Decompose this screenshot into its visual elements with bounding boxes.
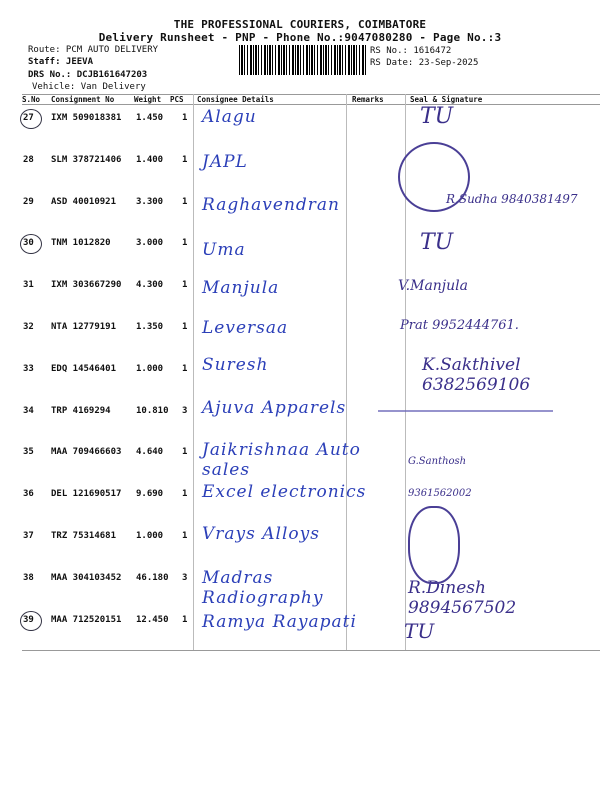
weight-cell: 10.810 (136, 406, 169, 416)
weight-cell: 12.450 (136, 615, 169, 625)
pcs-cell: 1 (182, 280, 188, 290)
col-header-consignment: Consignment No (51, 95, 115, 104)
consignee-handwriting: Alagu (202, 107, 257, 127)
consignment-number-cell: SLM 378721406 (51, 155, 122, 165)
col-header-consignee: Consignee Details (197, 95, 274, 104)
header-bottom-rule (22, 104, 600, 105)
serial-number-cell: 37 (23, 531, 34, 541)
weight-cell: 1.350 (136, 322, 164, 332)
recipient-signature: V.Manjula (398, 278, 468, 294)
drs-number: DRS No.: DCJB161647203 (28, 70, 148, 80)
consignee-handwriting: Vrays Alloys (202, 524, 320, 544)
pcs-cell: 1 (182, 238, 188, 248)
consignee-handwriting: Madras Radiography (202, 568, 324, 608)
seal-stamp (408, 506, 460, 584)
consignment-number-cell: DEL 121690517 (51, 489, 122, 499)
consignee-handwriting: JAPL (202, 152, 248, 172)
serial-number-cell: 29 (23, 197, 34, 207)
consignment-number-cell: ASD 40010921 (51, 197, 117, 207)
serial-number-cell: 31 (23, 280, 34, 290)
serial-number-cell: 35 (23, 447, 34, 457)
serial-number-cell: 38 (23, 573, 34, 583)
weight-cell: 4.640 (136, 447, 164, 457)
serial-circle-mark (20, 234, 42, 254)
pcs-cell: 1 (182, 364, 188, 374)
seal-stamp (378, 410, 553, 424)
consignment-number-cell: IXM 303667290 (51, 280, 122, 290)
recipient-signature: TU (404, 619, 435, 643)
pcs-cell: 1 (182, 489, 188, 499)
recipient-signature: R.Dinesh 9894567502 (408, 578, 517, 618)
recipient-signature: TU (420, 230, 454, 255)
consignment-number-cell: MAA 709466603 (51, 447, 122, 457)
serial-number-cell: 28 (23, 155, 34, 165)
pcs-cell: 1 (182, 531, 188, 541)
col-header-remarks: Remarks (352, 95, 384, 104)
recipient-signature: G.Santhosh (408, 456, 467, 467)
col-header-pcs: PCS (170, 95, 184, 104)
consignment-number-cell: MAA 304103452 (51, 573, 122, 583)
table-bottom-rule (22, 650, 600, 651)
serial-number-cell: 39 (23, 615, 34, 625)
serial-number-cell: 27 (23, 113, 34, 123)
weight-cell: 46.180 (136, 573, 169, 583)
consignment-number-cell: TRZ 75314681 (51, 531, 117, 541)
weight-cell: 1.000 (136, 364, 164, 374)
consignee-handwriting: Excel electronics (202, 482, 367, 502)
weight-cell: 4.300 (136, 280, 164, 290)
serial-number-cell: 34 (23, 406, 34, 416)
consignee-handwriting: Ramya Rayapati (202, 612, 357, 632)
consignee-handwriting: Raghavendran (202, 195, 340, 215)
weight-cell: 3.000 (136, 238, 164, 248)
company-title: THE PROFESSIONAL COURIERS, COIMBATORE (173, 18, 427, 31)
weight-cell: 1.400 (136, 155, 164, 165)
vehicle-label: Vehicle: Van Delivery (32, 82, 146, 92)
pcs-cell: 1 (182, 615, 188, 625)
consignee-handwriting: Suresh (202, 355, 269, 375)
weight-cell: 1.450 (136, 113, 164, 123)
consignee-handwriting: Leversaa (202, 318, 289, 338)
recipient-signature: 9361562002 (408, 488, 472, 499)
serial-number-cell: 30 (23, 238, 34, 248)
weight-cell: 1.000 (136, 531, 164, 541)
pcs-cell: 3 (182, 573, 188, 583)
consignment-number-cell: MAA 712520151 (51, 615, 122, 625)
recipient-signature: K.Sakthivel 6382569106 (422, 355, 531, 395)
consignment-number-cell: EDQ 14546401 (51, 364, 117, 374)
consignee-handwriting: Jaikrishnaa Auto sales (202, 440, 361, 480)
pcs-cell: 3 (182, 406, 188, 416)
col-header-weight: Weight (134, 95, 162, 104)
consignee-handwriting: Ajuva Apparels (202, 398, 347, 418)
recipient-signature: R.Sudha 9840381497 (446, 192, 578, 206)
consignee-handwriting: Manjula (202, 278, 280, 298)
serial-number-cell: 32 (23, 322, 34, 332)
runsheet-title: Delivery Runsheet - PNP - Phone No.:9047080280 - Page No.:3 (98, 31, 502, 44)
consignment-number-cell: TNM 1012820 (51, 238, 111, 248)
consignment-number-cell: IXM 509018381 (51, 113, 122, 123)
col-header-sno: S.No (22, 95, 41, 104)
serial-number-cell: 33 (23, 364, 34, 374)
rs-date: RS Date: 23-Sep-2025 (370, 58, 479, 68)
pcs-cell: 1 (182, 197, 188, 207)
pcs-cell: 1 (182, 322, 188, 332)
col-header-signature: Seal & Signature (410, 95, 483, 104)
consignment-number-cell: TRP 4169294 (51, 406, 111, 416)
pcs-cell: 1 (182, 155, 188, 165)
route-label: Route: PCM AUTO DELIVERY (28, 45, 159, 55)
weight-cell: 3.300 (136, 197, 164, 207)
seal-stamp (398, 142, 470, 212)
consignee-handwriting: Uma (202, 240, 246, 260)
serial-circle-mark (20, 611, 42, 631)
serial-number-cell: 36 (23, 489, 34, 499)
pcs-cell: 1 (182, 447, 188, 457)
serial-circle-mark (20, 109, 42, 129)
recipient-signature: Prat 9952444761. (400, 318, 519, 333)
rs-number: RS No.: 1616472 (370, 46, 452, 56)
recipient-signature: TU (420, 104, 454, 129)
pcs-cell: 1 (182, 113, 188, 123)
staff-label: Staff: JEEVA (28, 57, 94, 67)
table-top-rule (22, 94, 600, 95)
weight-cell: 9.690 (136, 489, 164, 499)
barcode-image (239, 45, 367, 75)
consignment-number-cell: NTA 12779191 (51, 322, 117, 332)
